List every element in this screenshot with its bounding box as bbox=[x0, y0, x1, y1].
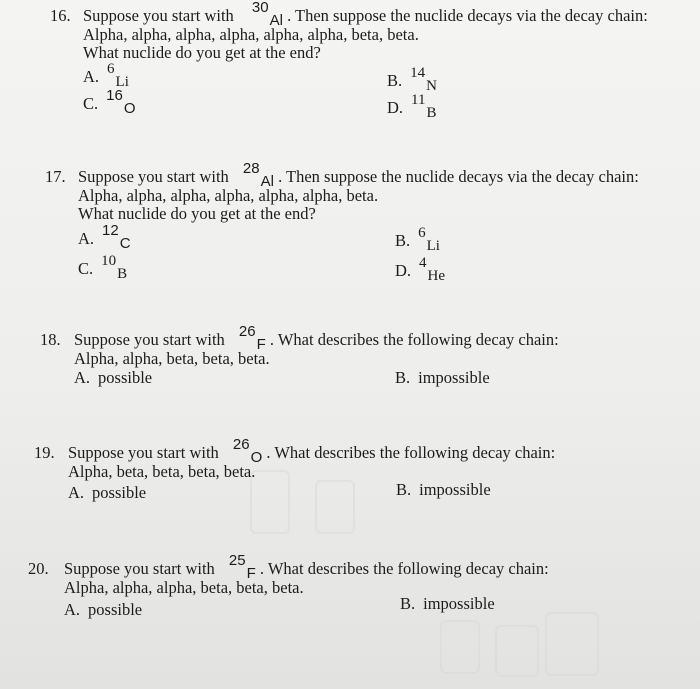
option-a[interactable] bbox=[83, 61, 129, 90]
option-letter: B. bbox=[395, 368, 411, 387]
element-symbol: O bbox=[250, 449, 263, 466]
option-text: possible bbox=[92, 483, 147, 502]
question-stem bbox=[68, 436, 556, 466]
mass-number: 26 bbox=[238, 323, 256, 340]
decay-chain: Alpha, alpha, alpha, beta, beta, beta. bbox=[64, 578, 304, 597]
question-number: 20. bbox=[28, 559, 49, 578]
decay-chain: Alpha, beta, beta, beta, beta. bbox=[68, 462, 256, 481]
element-symbol: F bbox=[256, 336, 266, 353]
element-symbol: Li bbox=[115, 74, 129, 90]
question-number: 18. bbox=[40, 330, 61, 349]
option-letter: B. bbox=[400, 594, 416, 613]
start-nuclide bbox=[251, 0, 283, 29]
mass-number: 6 bbox=[418, 225, 426, 241]
option-b[interactable] bbox=[400, 595, 495, 613]
question-stem bbox=[83, 0, 648, 29]
question-stem bbox=[74, 323, 559, 353]
option-text: possible bbox=[98, 368, 153, 387]
stem-prefix: Suppose you start with bbox=[78, 167, 229, 186]
question-18 bbox=[40, 322, 680, 392]
option-text: impossible bbox=[418, 368, 490, 387]
option-letter: D. bbox=[387, 98, 404, 117]
stem-prefix: Suppose you start with bbox=[74, 330, 225, 349]
option-letter: B. bbox=[396, 480, 412, 499]
stem-suffix: . Then suppose the nuclide decays via the decay chain: bbox=[287, 6, 648, 25]
question-prompt: What nuclide do you get at the end? bbox=[78, 204, 316, 223]
decay-chain: Alpha, alpha, alpha, alpha, alpha, alpha, beta, beta. bbox=[83, 25, 419, 44]
mass-number: 6 bbox=[107, 61, 115, 77]
option-text: impossible bbox=[423, 594, 495, 613]
start-nuclide bbox=[238, 323, 266, 353]
element-symbol: N bbox=[426, 78, 437, 94]
stem-prefix: Suppose you start with bbox=[83, 6, 234, 25]
question-20 bbox=[28, 546, 678, 626]
element-symbol: O bbox=[123, 100, 136, 117]
element-symbol: F bbox=[246, 565, 256, 582]
option-nuclide bbox=[411, 92, 437, 121]
mass-number: 16 bbox=[106, 87, 123, 104]
start-nuclide bbox=[228, 552, 256, 582]
element-symbol: Li bbox=[426, 238, 440, 254]
question-stem bbox=[78, 160, 639, 190]
option-c[interactable] bbox=[83, 87, 136, 117]
element-symbol: Al bbox=[260, 173, 274, 190]
question-17 bbox=[45, 160, 685, 284]
mass-number: 26 bbox=[232, 436, 250, 453]
start-nuclide bbox=[242, 160, 274, 190]
background-show-through bbox=[440, 620, 480, 674]
option-nuclide bbox=[101, 253, 128, 282]
stem-suffix: . Then suppose the nuclide decays via the decay chain: bbox=[278, 167, 639, 186]
mass-number: 30 bbox=[251, 0, 269, 16]
mass-number: 12 bbox=[102, 222, 119, 239]
element-symbol: He bbox=[427, 268, 446, 284]
option-letter: B. bbox=[395, 231, 411, 250]
stem-prefix: Suppose you start with bbox=[68, 443, 219, 462]
option-letter: A. bbox=[78, 229, 95, 248]
option-nuclide bbox=[410, 65, 437, 94]
question-number: 17. bbox=[45, 167, 66, 186]
option-letter: A. bbox=[74, 368, 91, 387]
option-b[interactable] bbox=[396, 481, 491, 499]
stem-suffix: . What describes the following decay chain: bbox=[269, 330, 559, 349]
option-letter: A. bbox=[64, 600, 81, 619]
option-a[interactable] bbox=[74, 369, 152, 387]
stem-suffix: . What describes the following decay chain: bbox=[266, 443, 556, 462]
option-b[interactable] bbox=[395, 225, 440, 254]
option-a[interactable] bbox=[64, 601, 142, 619]
option-letter: B. bbox=[387, 71, 403, 90]
mass-number: 14 bbox=[410, 65, 426, 81]
start-nuclide bbox=[232, 436, 263, 466]
stem-prefix: Suppose you start with bbox=[64, 559, 215, 578]
question-number: 16. bbox=[50, 6, 71, 25]
option-text: possible bbox=[88, 600, 143, 619]
mass-number: 25 bbox=[228, 552, 246, 569]
option-a[interactable] bbox=[78, 222, 131, 252]
option-nuclide bbox=[418, 225, 440, 254]
question-number: 19. bbox=[34, 443, 55, 462]
option-letter: A. bbox=[83, 67, 100, 86]
decay-chain: Alpha, alpha, alpha, alpha, alpha, alpha, beta. bbox=[78, 186, 379, 205]
option-letter: D. bbox=[395, 261, 412, 280]
element-symbol: B bbox=[426, 105, 437, 121]
stem-suffix: . What describes the following decay chain: bbox=[259, 559, 549, 578]
option-letter: C. bbox=[83, 94, 99, 113]
option-b[interactable] bbox=[387, 65, 437, 94]
option-letter: C. bbox=[78, 259, 94, 278]
mass-number: 10 bbox=[101, 253, 117, 269]
option-c[interactable] bbox=[78, 253, 128, 282]
question-16 bbox=[50, 2, 690, 122]
mass-number: 28 bbox=[242, 160, 260, 177]
option-letter: A. bbox=[68, 483, 85, 502]
option-nuclide bbox=[106, 87, 136, 117]
question-prompt: What nuclide do you get at the end? bbox=[83, 43, 321, 62]
element-symbol: Al bbox=[269, 12, 283, 29]
option-a[interactable] bbox=[68, 484, 146, 502]
option-nuclide bbox=[419, 255, 446, 284]
element-symbol: B bbox=[117, 266, 128, 282]
option-d[interactable] bbox=[387, 92, 437, 121]
mass-number: 11 bbox=[411, 92, 426, 108]
option-nuclide bbox=[107, 61, 129, 90]
decay-chain: Alpha, alpha, beta, beta, beta. bbox=[74, 349, 270, 368]
element-symbol: C bbox=[119, 235, 131, 252]
question-19 bbox=[34, 436, 674, 506]
option-nuclide bbox=[102, 222, 131, 252]
question-stem bbox=[64, 552, 549, 582]
background-show-through bbox=[495, 625, 539, 677]
option-b[interactable] bbox=[395, 369, 490, 387]
option-text: impossible bbox=[419, 480, 491, 499]
option-d[interactable] bbox=[395, 255, 446, 284]
mass-number: 4 bbox=[419, 255, 427, 271]
